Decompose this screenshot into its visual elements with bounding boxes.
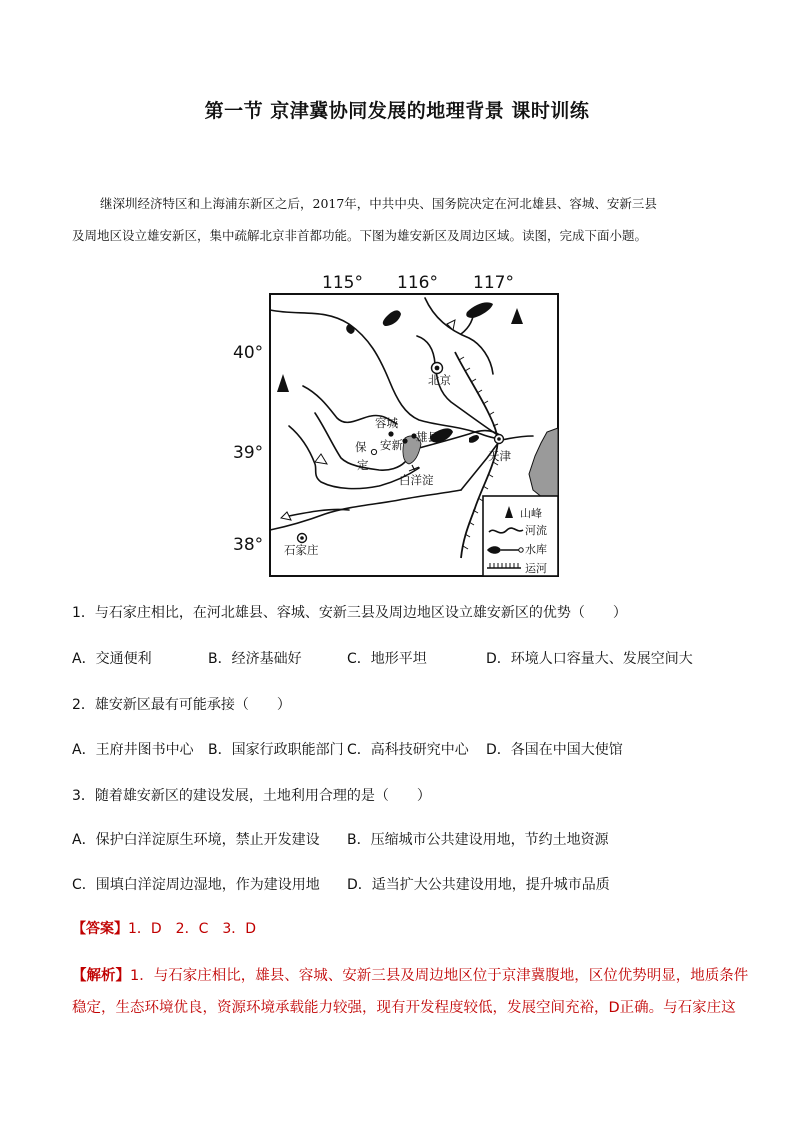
q1-option-b[interactable]: B．经济基础好 <box>208 651 302 667</box>
q1-option-d[interactable]: D．环境人口容量大、发展空间大 <box>486 651 693 667</box>
legend-canal-label: 运河 <box>525 562 547 575</box>
answer-section <box>72 918 256 938</box>
xiongxian-label: 雄县 <box>416 430 439 444</box>
legend-peak-label: 山峰 <box>520 507 542 520</box>
lon-label-115: 115° <box>322 273 363 293</box>
shijiazhuang-label: 石家庄 <box>284 543 319 557</box>
question-2-stem: 2．雄安新区最有可能承接（ ） <box>72 697 291 713</box>
q1-option-c[interactable]: C．地形平坦 <box>347 651 427 667</box>
xiongan-region-map <box>229 268 565 580</box>
legend-reservoir-label: 水库 <box>525 543 547 556</box>
analysis-line-1 <box>72 964 748 985</box>
lon-label-117: 117° <box>473 273 514 293</box>
tianjin-marker-dot <box>497 437 501 441</box>
baoding-label-2: 定 <box>357 458 369 472</box>
anxin-marker <box>402 438 407 443</box>
baoding-marker <box>371 449 376 454</box>
q2-option-b[interactable]: B．国家行政职能部门 <box>208 742 344 758</box>
q3-option-a[interactable]: A．保护白洋淀原生环境，禁止开发建设 <box>72 832 320 848</box>
rongcheng-marker <box>388 431 393 436</box>
beijing-marker-dot <box>435 366 440 371</box>
answer-tag: 【答案】 <box>72 921 128 937</box>
analysis-line-2: 稳定，生态环境优良，资源环境承载能力较强，现有开发程度较低，发展空间充裕，D正确。与石家庄这 <box>72 1000 736 1016</box>
anxin-label: 安新 <box>380 438 403 452</box>
rongcheng-label: 容城 <box>375 416 398 430</box>
intro-paragraph-line-2: 及周地区设立雄安新区，集中疏解北京非首都功能。下图为雄安新区及周边区域。读图，完成下面小题。 <box>72 228 648 243</box>
lon-label-116: 116° <box>397 273 438 293</box>
analysis-text-1: 1．与石家庄相比，雄县、容城、安新三县及周边地区位于京津冀腹地，区位优势明显，地质条件 <box>130 968 749 984</box>
lat-label-40: 40° <box>233 343 264 363</box>
beijing-label: 北京 <box>428 373 451 387</box>
question-3-stem: 3．随着雄安新区的建设发展，土地利用合理的是（ ） <box>72 788 431 804</box>
lat-label-38: 38° <box>233 535 264 555</box>
q2-option-c[interactable]: C．高科技研究中心 <box>347 742 469 758</box>
tianjin-label: 天津 <box>488 449 511 463</box>
legend-reservoir-dot <box>519 548 523 552</box>
question-1-stem: 1．与石家庄相比，在河北雄县、容城、安新三县及周边地区设立雄安新区的优势（ ） <box>72 605 627 621</box>
q3-option-b[interactable]: B．压缩城市公共建设用地，节约土地资源 <box>347 832 609 848</box>
q3-option-d[interactable]: D．适当扩大公共建设用地，提升城市品质 <box>347 877 610 893</box>
page-title: 第一节 京津冀协同发展的地理背景 课时训练 <box>204 100 590 122</box>
answer-text: 1．D 2．C 3．D <box>128 921 257 937</box>
intro-paragraph-line-1: 继深圳经济特区和上海浦东新区之后，2017年，中共中央、国务院决定在河北雄县、容城、安新三县 <box>100 196 657 211</box>
q2-option-a[interactable]: A．王府井图书中心 <box>72 742 194 758</box>
baoding-label-1: 保 <box>355 440 367 454</box>
q3-option-c[interactable]: C．围填白洋淀周边湿地，作为建设用地 <box>72 877 320 893</box>
q2-option-d[interactable]: D．各国在中国大使馆 <box>486 742 623 758</box>
legend-river-label: 河流 <box>525 524 547 537</box>
shijiazhuang-marker-dot <box>300 536 304 540</box>
q1-option-a[interactable]: A．交通便利 <box>72 651 152 667</box>
analysis-tag: 【解析】 <box>72 968 130 984</box>
baiyangdian-label: 白洋淀 <box>399 473 434 487</box>
map-svg <box>229 268 565 580</box>
lat-label-39: 39° <box>233 443 264 463</box>
